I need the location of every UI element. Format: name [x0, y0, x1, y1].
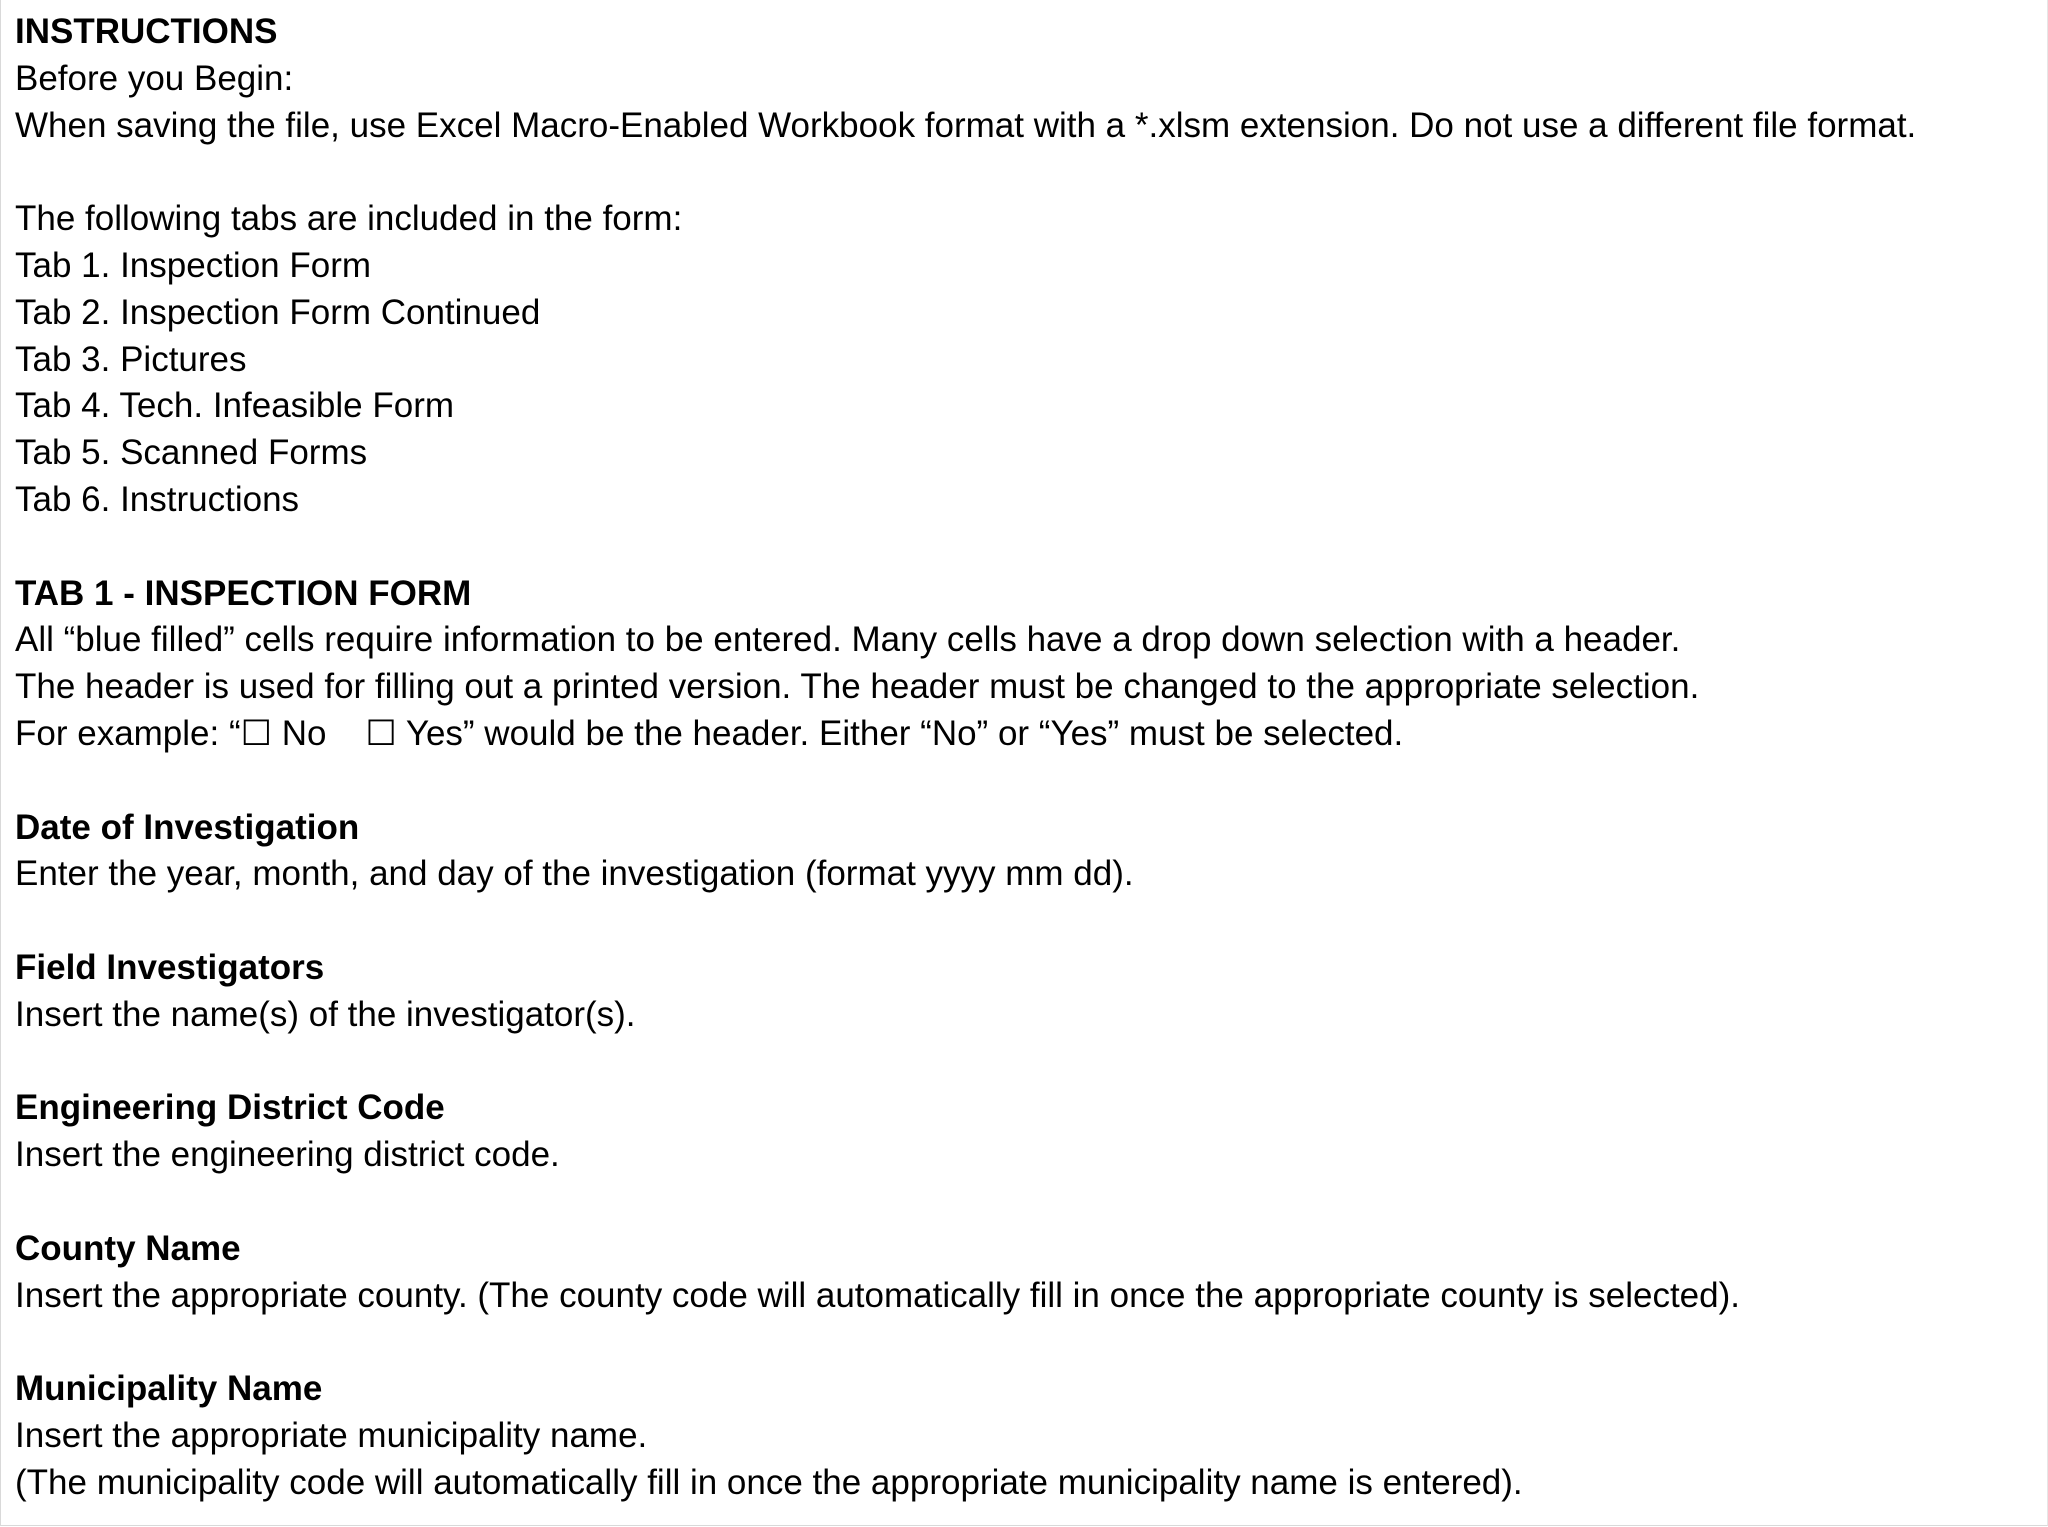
tab-list-item: Tab 3. Pictures [15, 339, 247, 379]
spacer [15, 1039, 2045, 1086]
instructions-title: INSTRUCTIONS [15, 12, 278, 51]
section-text-county-name: Insert the appropriate county. (The county code will automatically fill in once the appropriate county is selected). [15, 1275, 1740, 1315]
spacer [15, 524, 2045, 571]
spacer [15, 149, 2045, 196]
tab1-text-line: The header is used for filling out a printed version. The header must be changed to the appropriate selection. [15, 667, 1700, 707]
spacer [15, 1319, 2045, 1366]
section-heading-municipality-name: Municipality Name [15, 1369, 323, 1409]
section-heading-engineering-district-code: Engineering District Code [15, 1088, 445, 1128]
tab-list-item: Tab 5. Scanned Forms [15, 433, 368, 473]
tab-list-item: Tab 6. Instructions [15, 479, 300, 519]
tab-list-item: Tab 1. Inspection Form [15, 245, 371, 285]
tab-list-item: Tab 4. Tech. Infeasible Form [15, 386, 455, 426]
instructions-content [15, 9, 2045, 1507]
spacer [15, 898, 2045, 945]
tabs-intro: The following tabs are included in the form: [15, 199, 683, 239]
save-format-note: When saving the file, use Excel Macro-Enabled Workbook format with a *.xlsm extension. Do not use a different file format. [15, 105, 1917, 145]
tab1-text-line: For example: “☐ No ☐ Yes” would be the header. Either “No” or “Yes” must be selected. [15, 713, 1404, 753]
section-heading-field-investigators: Field Investigators [15, 947, 325, 987]
section-text-municipality-name: Insert the appropriate municipality name. [15, 1415, 648, 1455]
section-text-field-investigators: Insert the name(s) of the investigator(s). [15, 994, 636, 1034]
section-heading-county-name: County Name [15, 1228, 241, 1268]
tab1-heading: TAB 1 - INSPECTION FORM [15, 573, 472, 613]
section-text-engineering-district-code: Insert the engineering district code. [15, 1135, 560, 1175]
spacer [15, 1179, 2045, 1226]
section-text-date-of-investigation: Enter the year, month, and day of the investigation (format yyyy mm dd). [15, 854, 1134, 894]
before-you-begin-label: Before you Begin: [15, 58, 294, 98]
section-heading-date-of-investigation: Date of Investigation [15, 807, 360, 847]
section-text-municipality-name: (The municipality code will automatically fill in once the appropriate municipality name is entered). [15, 1462, 1523, 1502]
spacer [15, 758, 2045, 805]
tab-list-item: Tab 2. Inspection Form Continued [15, 292, 541, 332]
tab1-text-line: All “blue filled” cells require information to be entered. Many cells have a drop down selection with a header. [15, 620, 1681, 660]
